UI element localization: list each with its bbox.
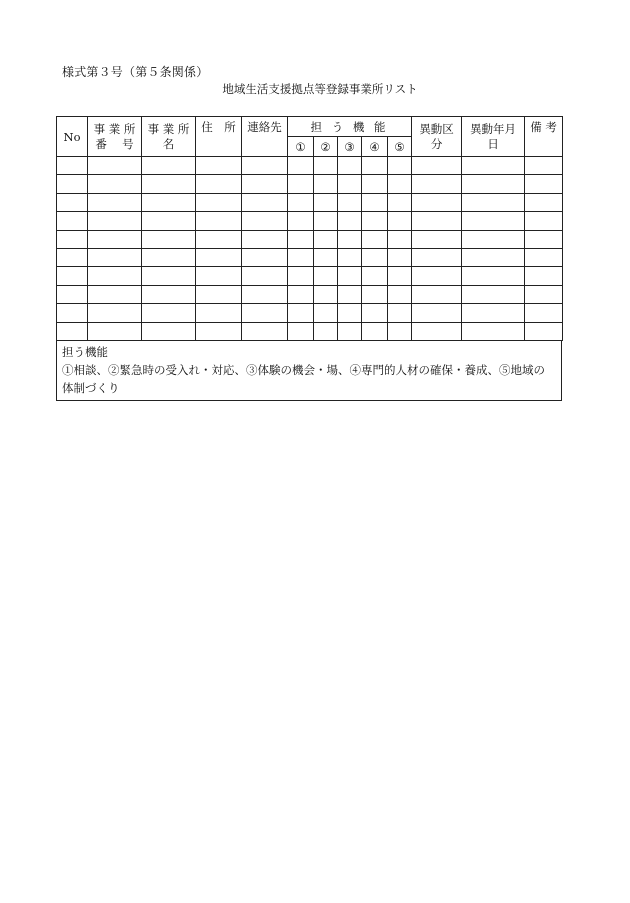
table-cell[interactable] (525, 157, 563, 175)
table-cell[interactable] (525, 322, 563, 340)
table-row (57, 193, 563, 211)
functions-note-body: ①相談、②緊急時の受入れ・対応、③体験の機会・場、④専門的人材の確保・養成、⑤地域の体制づくり (62, 362, 545, 395)
table-cell[interactable] (462, 322, 525, 340)
col-header-remarks: 備 考 (525, 117, 563, 157)
table-cell[interactable] (288, 193, 314, 211)
table-cell[interactable] (388, 285, 412, 303)
table-cell[interactable] (314, 193, 338, 211)
table-cell[interactable] (362, 267, 388, 285)
table-cell[interactable] (88, 248, 142, 266)
table-cell[interactable] (88, 322, 142, 340)
table-cell[interactable] (412, 304, 462, 322)
col-header-function-2: ② (314, 137, 338, 157)
table-cell[interactable] (288, 175, 314, 193)
table-cell[interactable] (525, 193, 563, 211)
table-cell[interactable] (362, 322, 388, 340)
table-cell[interactable] (142, 304, 196, 322)
table-cell[interactable] (314, 248, 338, 266)
table-cell[interactable] (462, 304, 525, 322)
table-cell[interactable] (388, 267, 412, 285)
table-body (57, 157, 563, 341)
table-cell[interactable] (362, 248, 388, 266)
table-cell[interactable] (462, 248, 525, 266)
table-cell[interactable] (362, 285, 388, 303)
table-cell[interactable] (525, 230, 563, 248)
table-cell[interactable] (388, 230, 412, 248)
table-cell[interactable] (388, 175, 412, 193)
document-title: 地域生活支援拠点等登録事業所リスト (222, 82, 418, 96)
table-cell[interactable] (88, 304, 142, 322)
table-cell[interactable] (462, 193, 525, 211)
registration-table (56, 116, 563, 341)
table-cell[interactable] (462, 157, 525, 175)
table-cell[interactable] (288, 304, 314, 322)
table-cell[interactable] (288, 267, 314, 285)
functions-note-heading: 担う機能 (62, 344, 108, 359)
table-cell[interactable] (362, 304, 388, 322)
table-cell[interactable] (388, 322, 412, 340)
registration-list-frame (56, 116, 562, 401)
table-cell[interactable] (88, 230, 142, 248)
table-cell[interactable] (314, 304, 338, 322)
table-cell[interactable] (57, 322, 88, 340)
table-cell[interactable] (412, 175, 462, 193)
table-cell[interactable] (88, 267, 142, 285)
table-row (57, 248, 563, 266)
table-cell[interactable] (338, 285, 362, 303)
table-cell[interactable] (142, 212, 196, 230)
table-cell[interactable] (88, 285, 142, 303)
table-cell[interactable] (362, 157, 388, 175)
table-cell[interactable] (57, 285, 88, 303)
col-header-office-name: 事 業 所 名 (142, 117, 196, 157)
col-header-contact: 連絡先 (242, 117, 288, 157)
table-cell[interactable] (338, 212, 362, 230)
table-cell[interactable] (525, 285, 563, 303)
table-cell[interactable] (362, 230, 388, 248)
table-cell[interactable] (338, 248, 362, 266)
table-cell[interactable] (288, 230, 314, 248)
table-cell[interactable] (142, 248, 196, 266)
table-cell[interactable] (338, 157, 362, 175)
table-cell[interactable] (196, 248, 242, 266)
table-cell[interactable] (314, 212, 338, 230)
table-cell[interactable] (462, 212, 525, 230)
table-cell[interactable] (242, 304, 288, 322)
table-cell[interactable] (196, 267, 242, 285)
table-cell[interactable] (57, 248, 88, 266)
table-cell[interactable] (338, 230, 362, 248)
table-cell[interactable] (525, 212, 563, 230)
table-cell[interactable] (142, 285, 196, 303)
table-cell[interactable] (57, 193, 88, 211)
table-cell[interactable] (57, 230, 88, 248)
table-cell[interactable] (196, 175, 242, 193)
table-cell[interactable] (338, 322, 362, 340)
table-cell[interactable] (196, 304, 242, 322)
col-header-address: 住 所 (196, 117, 242, 157)
table-row (57, 175, 563, 193)
table-cell[interactable] (88, 212, 142, 230)
col-header-office-number: 事 業 所 番 号 (88, 117, 142, 157)
col-header-function-1: ① (288, 137, 314, 157)
table-cell[interactable] (388, 304, 412, 322)
table-cell[interactable] (525, 304, 563, 322)
table-cell[interactable] (314, 285, 338, 303)
form-number: 様式第３号（第５条関係） (62, 65, 209, 79)
table-cell[interactable] (412, 193, 462, 211)
table-cell[interactable] (88, 193, 142, 211)
table-cell[interactable] (242, 193, 288, 211)
table-cell[interactable] (362, 212, 388, 230)
table-cell[interactable] (338, 304, 362, 322)
table-cell[interactable] (57, 267, 88, 285)
table-cell[interactable] (314, 322, 338, 340)
table-cell[interactable] (57, 157, 88, 175)
table-cell[interactable] (242, 175, 288, 193)
table-cell[interactable] (288, 212, 314, 230)
table-cell[interactable] (196, 193, 242, 211)
table-cell[interactable] (362, 193, 388, 211)
table-cell[interactable] (196, 157, 242, 175)
table-cell[interactable] (242, 230, 288, 248)
table-cell[interactable] (142, 322, 196, 340)
table-cell[interactable] (142, 230, 196, 248)
table-cell[interactable] (242, 285, 288, 303)
table-cell[interactable] (88, 175, 142, 193)
table-cell[interactable] (338, 267, 362, 285)
table-cell[interactable] (142, 193, 196, 211)
table-row (57, 267, 563, 285)
table-cell[interactable] (196, 212, 242, 230)
functions-note (56, 341, 562, 401)
table-cell[interactable] (57, 175, 88, 193)
col-header-function-4: ④ (362, 137, 388, 157)
table-cell[interactable] (462, 285, 525, 303)
table-cell[interactable] (196, 230, 242, 248)
table-cell[interactable] (57, 212, 88, 230)
table-cell[interactable] (314, 267, 338, 285)
table-cell[interactable] (412, 285, 462, 303)
table-cell[interactable] (388, 157, 412, 175)
table-cell[interactable] (242, 248, 288, 266)
col-header-function-5: ⑤ (388, 137, 412, 157)
table-cell[interactable] (242, 267, 288, 285)
table-cell[interactable] (314, 157, 338, 175)
table-cell[interactable] (314, 230, 338, 248)
table-row (57, 230, 563, 248)
table-cell[interactable] (142, 175, 196, 193)
col-header-functions: 担 う 機 能 (288, 117, 412, 137)
table-cell[interactable] (388, 248, 412, 266)
table-cell[interactable] (412, 322, 462, 340)
table-cell[interactable] (288, 157, 314, 175)
table-cell[interactable] (142, 267, 196, 285)
table-cell[interactable] (196, 322, 242, 340)
table-cell[interactable] (288, 248, 314, 266)
table-row (57, 322, 563, 340)
table-cell[interactable] (462, 175, 525, 193)
col-header-function-3: ③ (338, 137, 362, 157)
table-cell[interactable] (412, 212, 462, 230)
table-cell[interactable] (314, 175, 338, 193)
table-cell[interactable] (288, 285, 314, 303)
table-cell[interactable] (525, 175, 563, 193)
table-row (57, 157, 563, 175)
table-cell[interactable] (412, 157, 462, 175)
table-cell[interactable] (412, 267, 462, 285)
col-header-change-date: 異動年月 日 (462, 117, 525, 157)
table-cell[interactable] (242, 212, 288, 230)
table-cell[interactable] (338, 193, 362, 211)
table-cell[interactable] (242, 157, 288, 175)
table-cell[interactable] (288, 322, 314, 340)
table-cell[interactable] (88, 157, 142, 175)
table-cell[interactable] (462, 230, 525, 248)
table-cell[interactable] (338, 175, 362, 193)
col-header-change-type: 異動区 分 (412, 117, 462, 157)
table-cell[interactable] (142, 157, 196, 175)
table-cell[interactable] (57, 304, 88, 322)
table-cell[interactable] (462, 267, 525, 285)
table-cell[interactable] (412, 230, 462, 248)
table-cell[interactable] (388, 193, 412, 211)
table-cell[interactable] (525, 267, 563, 285)
table-row (57, 212, 563, 230)
table-row (57, 304, 563, 322)
table-cell[interactable] (362, 175, 388, 193)
table-cell[interactable] (412, 248, 462, 266)
table-cell[interactable] (196, 285, 242, 303)
table-cell[interactable] (525, 248, 563, 266)
table-cell[interactable] (388, 212, 412, 230)
table-cell[interactable] (242, 322, 288, 340)
col-header-no: No (57, 117, 88, 157)
table-row (57, 285, 563, 303)
